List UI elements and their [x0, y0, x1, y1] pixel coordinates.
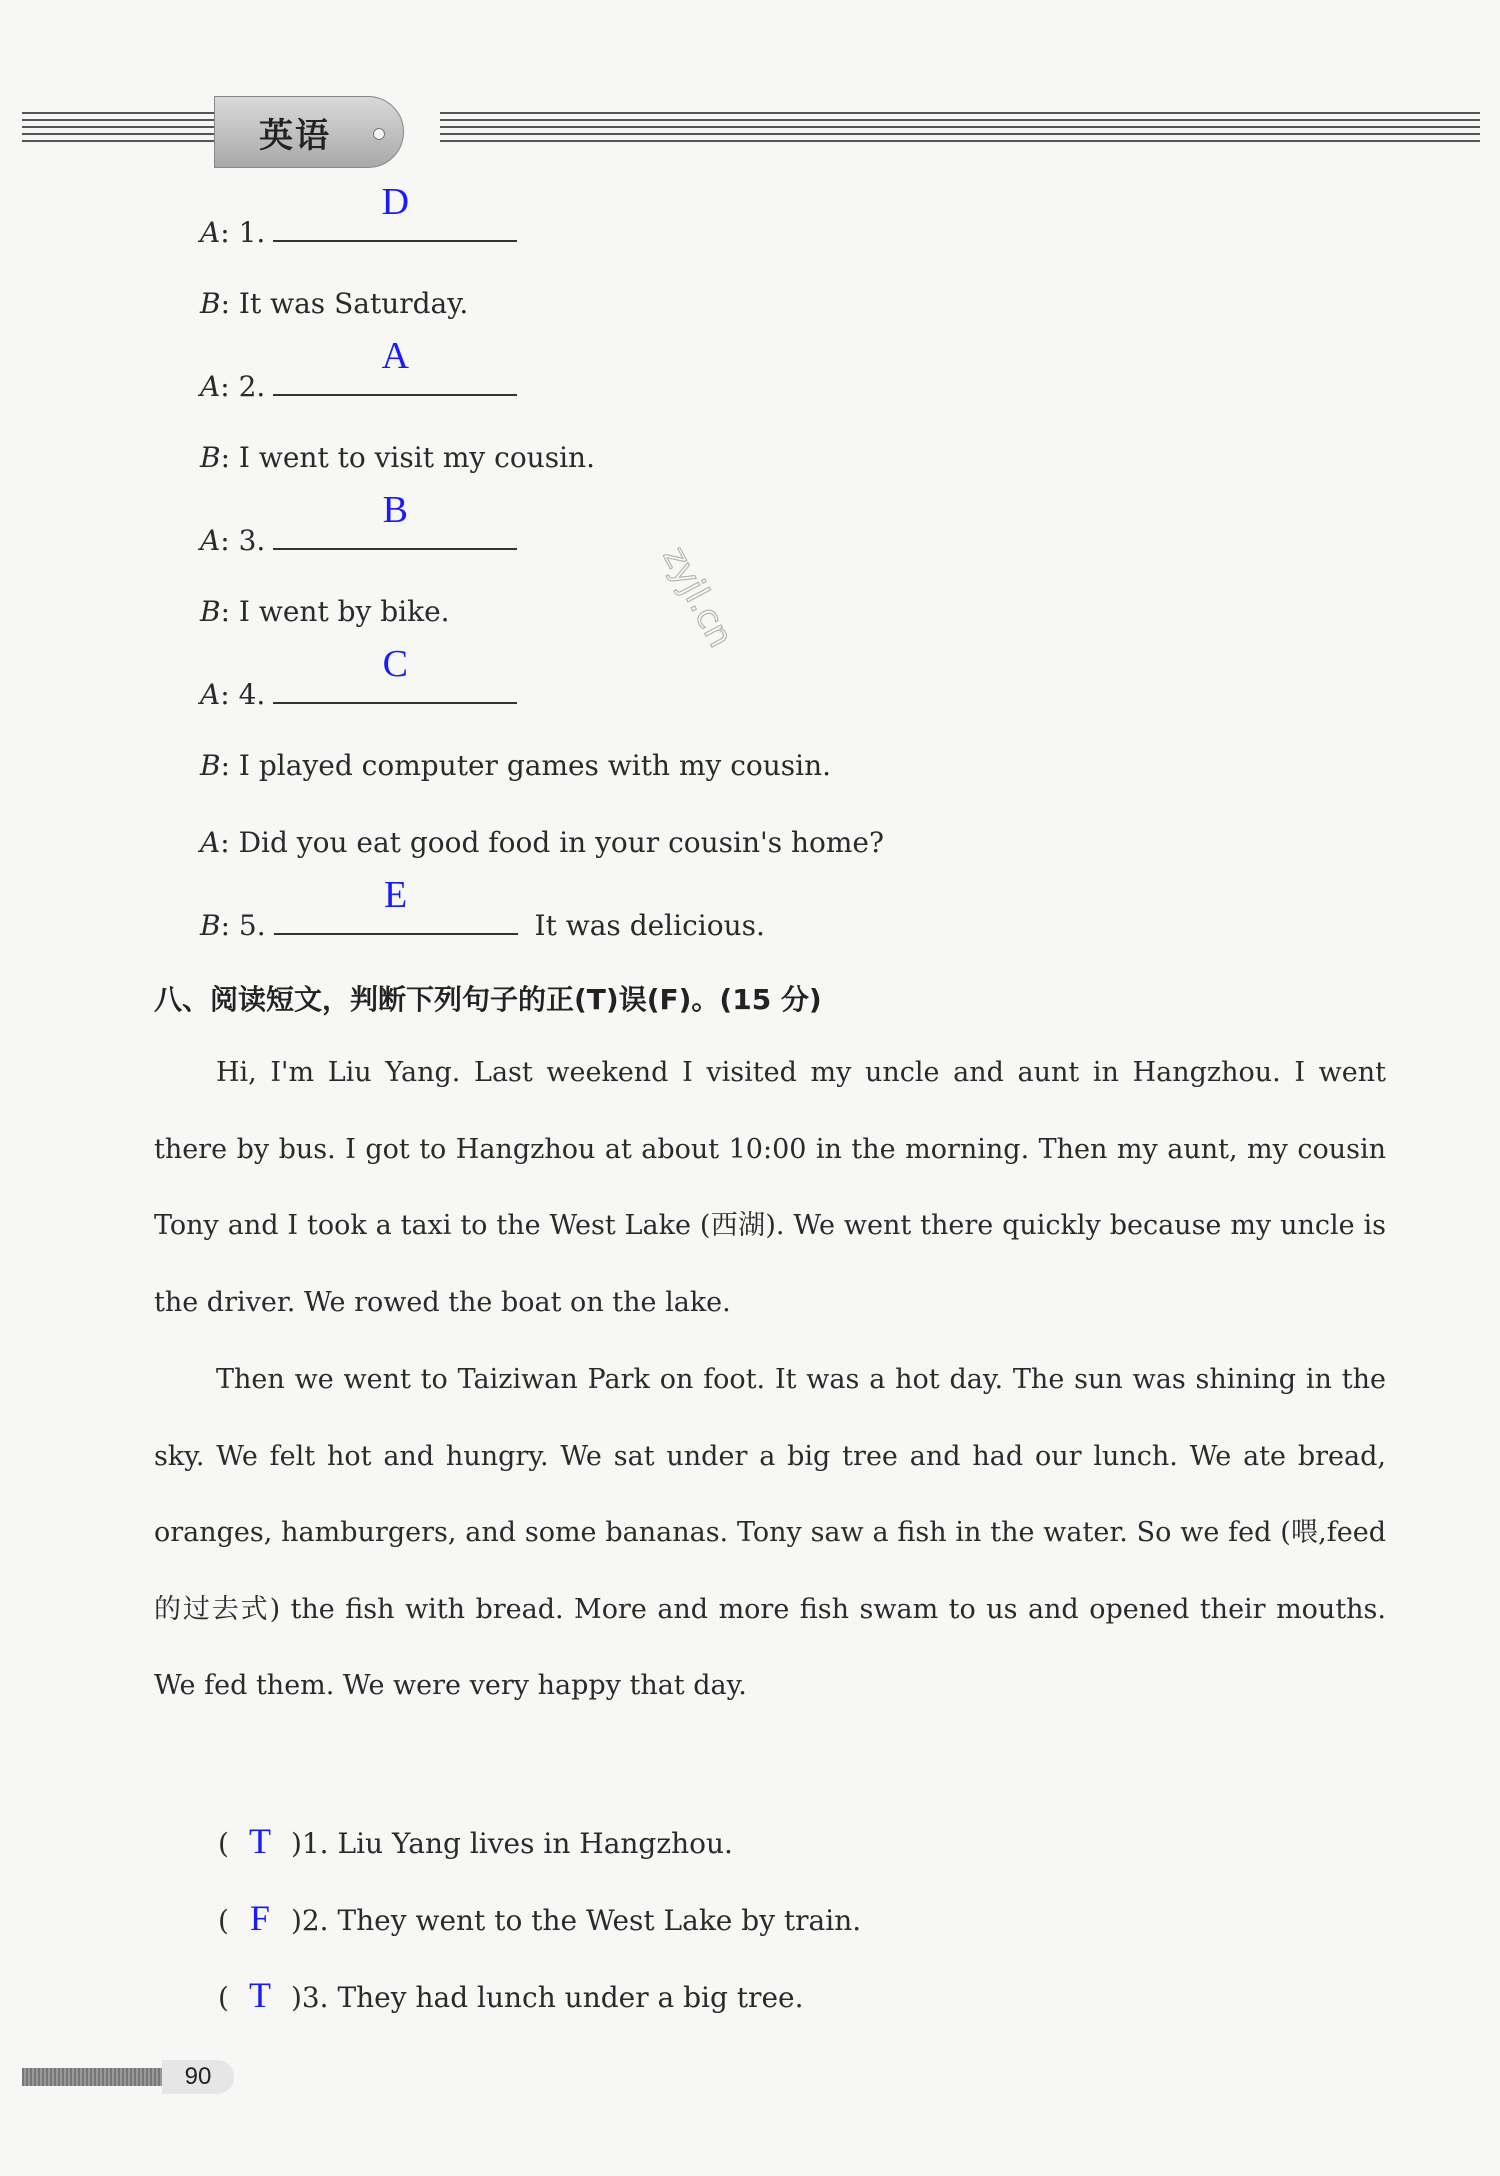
answer-blank[interactable] [273, 489, 517, 550]
dialogue-line-2 [200, 287, 468, 320]
speaker: A [200, 216, 221, 249]
speaker: B [200, 287, 221, 320]
open-paren: ( [218, 1981, 229, 2014]
dialogue-line-3 [200, 335, 517, 403]
tf-question-2 [218, 1897, 861, 1939]
separator: : [220, 678, 230, 711]
dialogue-line-1 [200, 181, 517, 249]
dialogue-line-4 [200, 441, 595, 474]
separator: : [220, 524, 230, 557]
separator: : [220, 441, 231, 474]
dialogue-text: It was Saturday. [238, 287, 469, 320]
dialogue-line-6 [200, 595, 450, 628]
handwritten-answer: A [381, 335, 410, 377]
header-rule-right [440, 112, 1480, 156]
separator: : [220, 216, 230, 249]
separator: : [220, 909, 231, 942]
question-number: 1. [238, 216, 266, 249]
separator: : [220, 826, 230, 859]
tf-answer[interactable]: T [248, 1975, 271, 2015]
open-paren: ( [218, 1904, 229, 1937]
passage-paragraph-2: Then we went to Taiziwan Park on foot. It was a hot day. The sun was shining in the sky. We felt hot and hungry. We sat under a big tree and had our lunch. We ate bread, oranges, hamburgers, and some bananas. Tony saw a fish in the water. So we fed (喂,feed 的过去式) the fish with bread. More and more fish swam to us and opened their mouths. We fed them. We were very happy that day. [154, 1364, 1386, 1702]
speaker: A [200, 370, 221, 403]
dialogue-text: I played computer games with my cousin. [238, 749, 832, 782]
subject-label: 英语 [259, 115, 331, 156]
speaker: B [200, 909, 221, 942]
speaker: A [200, 678, 221, 711]
footer-bar [22, 2068, 162, 2086]
handwritten-answer: C [382, 643, 408, 685]
tf-answer[interactable]: T [248, 1821, 271, 1861]
dialogue-line-5 [200, 489, 517, 557]
page-number: 90 [162, 2060, 234, 2094]
question-number: 3. [238, 524, 266, 557]
subject-tab [214, 96, 404, 168]
answer-blank[interactable] [274, 874, 518, 935]
separator: : [220, 287, 231, 320]
speaker: A [200, 524, 221, 557]
question-text: )1. Liu Yang lives in Hangzhou. [290, 1827, 733, 1860]
passage-paragraph-1: Hi, I'm Liu Yang. Last weekend I visited my uncle and aunt in Hangzhou. I went there by bus. I got to Hangzhou at about 10:00 in the morning. Then my aunt, my cousin Tony and I took a taxi to the West Lake (西湖). We went there quickly because my uncle is the driver. We rowed the boat on the lake. [154, 1057, 1386, 1318]
tf-answer[interactable]: F [249, 1898, 270, 1938]
tab-dot-icon [373, 128, 385, 140]
tf-question-3 [218, 1974, 803, 2016]
question-number: 4. [238, 678, 266, 711]
question-number: 2. [238, 370, 266, 403]
speaker: B [200, 595, 221, 628]
dialogue-text: I went by bike. [238, 595, 450, 628]
speaker: B [200, 749, 221, 782]
question-text: )2. They went to the West Lake by train. [290, 1904, 862, 1937]
speaker: A [200, 826, 221, 859]
question-text: )3. They had lunch under a big tree. [290, 1981, 804, 2014]
dialogue-text: I went to visit my cousin. [238, 441, 595, 474]
dialogue-line-7 [200, 643, 517, 711]
open-paren: ( [218, 1827, 229, 1860]
section-title: 八、阅读短文，判断下列句子的正(T)误(F)。(15 分) [154, 983, 822, 1016]
header-rule-left [22, 112, 222, 156]
question-number: 5. [238, 909, 266, 942]
handwritten-answer: D [381, 181, 410, 223]
dialogue-line-10 [200, 874, 765, 942]
answer-blank[interactable] [273, 335, 517, 396]
dialogue-text: It was delicious. [534, 909, 765, 942]
answer-blank[interactable] [273, 181, 517, 242]
tf-question-1 [218, 1820, 733, 1862]
answer-blank[interactable] [273, 643, 517, 704]
separator: : [220, 370, 230, 403]
dialogue-text: Did you eat good food in your cousin's home? [238, 826, 884, 859]
handwritten-answer: B [382, 489, 408, 531]
watermark: zyjl.cn [654, 540, 741, 655]
dialogue-line-8 [200, 749, 831, 782]
handwritten-answer: E [384, 874, 408, 916]
speaker: B [200, 441, 221, 474]
separator: : [220, 595, 231, 628]
separator: : [220, 749, 231, 782]
dialogue-line-9 [200, 826, 884, 859]
